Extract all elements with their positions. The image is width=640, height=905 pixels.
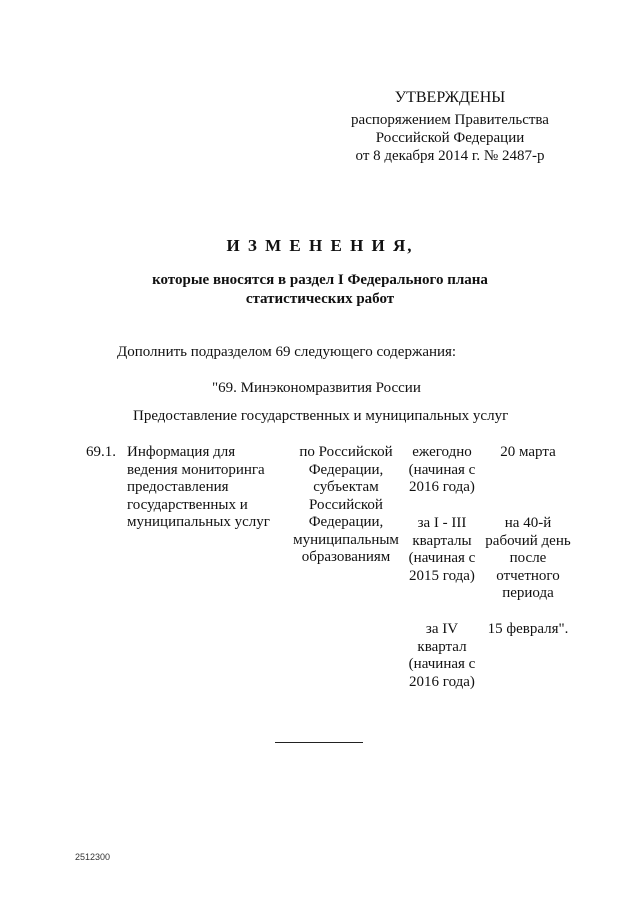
periodicity-line: (начиная с bbox=[408, 656, 476, 672]
closing-divider bbox=[275, 742, 363, 743]
periodicity-line: (начиная с bbox=[408, 461, 476, 478]
periodicity-line: 2016 года) bbox=[409, 479, 475, 495]
title-subtitle-line: статистических работ bbox=[245, 291, 395, 307]
approval-block bbox=[330, 89, 570, 165]
title-subtitle-line: которые вносятся в раздел I Федерального плана bbox=[152, 272, 488, 288]
deadline-line: после bbox=[509, 550, 547, 566]
indicator-name-line: ведения мониторинга bbox=[127, 461, 265, 478]
periodicity-line: за I - III bbox=[417, 515, 467, 531]
indicator-name-line: муниципальных услуг bbox=[127, 514, 270, 530]
section-heading: "69. Минэкономразвития России bbox=[212, 380, 421, 396]
deadline-cell bbox=[478, 444, 578, 462]
deadline-cell bbox=[478, 515, 578, 603]
aggregation-level-line: по Российской bbox=[299, 444, 393, 460]
aggregation-level-cell bbox=[286, 444, 406, 567]
title-main: И З М Е Н Е Н И Я, bbox=[226, 236, 414, 255]
periodicity-line: квартал bbox=[417, 638, 467, 655]
periodicity-line: 2015 года) bbox=[409, 567, 475, 584]
approval-date-line: от 8 декабря 2014 г. № 2487-р bbox=[355, 148, 545, 164]
approval-line: Российской Федерации bbox=[375, 130, 525, 146]
deadline-line: 20 марта bbox=[500, 444, 556, 460]
aggregation-level-line: муниципальным bbox=[293, 531, 399, 548]
document-title bbox=[80, 237, 560, 309]
aggregation-level-line: образованиям bbox=[301, 549, 391, 565]
aggregation-level-line: Федерации, bbox=[308, 514, 384, 530]
periodicity-cell bbox=[402, 515, 482, 585]
approval-line: распоряжением Правительства bbox=[351, 112, 549, 128]
deadline-line: на 40-й bbox=[504, 515, 552, 531]
periodicity-line: 2016 года) bbox=[409, 673, 475, 690]
periodicity-cell bbox=[402, 444, 482, 497]
indicator-name-line: Информация для bbox=[127, 444, 236, 460]
indicator-name-line: государственных и bbox=[127, 496, 248, 513]
aggregation-level-line: субъектам bbox=[313, 479, 379, 495]
intro-paragraph: Дополнить подразделом 69 следующего содержания: bbox=[117, 344, 457, 360]
indicator-name-line: предоставления bbox=[127, 479, 229, 495]
row-number: 69.1. bbox=[86, 444, 116, 460]
periodicity-cell bbox=[402, 621, 482, 691]
subsection-heading: Предоставление государственных и муниципальных услуг bbox=[133, 408, 509, 424]
deadline-line: отчетного bbox=[496, 567, 560, 584]
deadline-line: рабочий день bbox=[485, 532, 571, 549]
aggregation-level-line: Российской bbox=[309, 496, 383, 513]
document-code: 2512300 bbox=[75, 852, 111, 862]
approval-heading: УТВЕРЖДЕНЫ bbox=[394, 89, 506, 106]
aggregation-level-line: Федерации, bbox=[308, 461, 384, 478]
periodicity-line: ежегодно bbox=[412, 444, 472, 460]
deadline-cell bbox=[478, 621, 578, 639]
deadline-line: 15 февраля". bbox=[487, 621, 569, 637]
indicator-name-cell bbox=[127, 444, 270, 532]
deadline-line: периода bbox=[502, 585, 554, 601]
periodicity-line: (начиная с bbox=[408, 550, 476, 566]
periodicity-line: за IV bbox=[425, 621, 459, 637]
periodicity-line: кварталы bbox=[412, 532, 472, 549]
